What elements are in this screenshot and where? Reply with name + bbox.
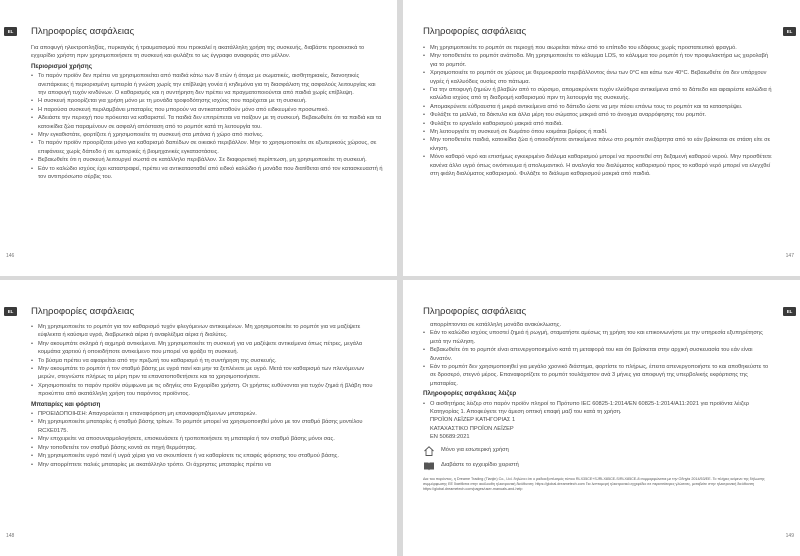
battery-list (31, 410, 383, 469)
house-icon (423, 445, 435, 457)
laser-class-line: ΠΡΟΪΟΝ ΛΕΪΖΕΡ ΚΑΤΗΓΟΡΙΑΣ 1 (430, 417, 516, 424)
indoor-use-row (423, 445, 775, 457)
list-item: • Το βύσμα πρέπει να αφαιρείται από την πριζωτή του καθαρισμό ή τη συντήρηση της συσκευής. (31, 357, 383, 365)
list-item: • Μην τοποθετείτε το ρομπότ ανάποδα. Μη χρησιμοποιείτε το κάλυμμα LDS, το κάλυμμα του ρομπότ ή τον προφυλακτήρα ως χειρολαβή για το ρομπότ. (423, 52, 775, 69)
list-item: • Για την αποφυγή ζημιών ή βλαβών από το σύρσιμο, απομακρύνετε τυχόν ελεύθερα αντικείμενα από το δάπεδο και αφαιρέστε καλώδια ή καλώδια ισχύος από τη διαδρομή καθαρισμού πριν τη λειτουργία της συσκευής. (423, 86, 775, 103)
list-item: • Φυλάξτε τα μαλλιά, τα δάκτυλα και άλλα μέρη του σώματος μακριά από το άνοιγμα αναρρόφησης του ρομπότ. (423, 111, 775, 119)
list-item: • Μην ακουμπάτε το ρομπότ ή τον σταθμό βάσης με υγρά πανί και μην τα ξεπλένετε με υγρό. Μετά τον καθαρισμό των πλενόμενων μερών, στεγνώστε πλήρως τα μέρη πριν τα επανατοποθετήσετε και τα χρησιμοποιήσετε. (31, 365, 383, 382)
list-item: • Βεβαιωθείτε ότι η συσκευή λειτουργεί σωστά σε κατάλληλο περιβάλλον. Σε διαφορετική περίπτωση, μη χρησιμοποιείτε τη συσκευή. (31, 156, 383, 164)
read-manual-label: Διαβάστε το εγχειρίδιο χειριστή (441, 462, 519, 469)
list-item: • Απομακρύνετε εύθραυστα ή μικρά αντικείμενα από το δάπεδο ώστε να μην πέσει επάνω τους το ρομπότ και τα καταστρέψει. (423, 103, 775, 111)
list-item: • Εάν το καλώδιο ισχύος υποστεί ζημιά ή ρωγμή, σταματήστε αμέσως τη χρήση του και επικοινωνήστε με την υπηρεσία εξυπηρέτησης μετά την πώληση. (423, 329, 775, 346)
list-item: • Βεβαιωθείτε ότι το ρομπότ είναι απενεργοποιημένο κατά τη μεταφορά του και ότι βρίσκεται στην αρχική συσκευασία του εάν είναι δυνατόν. (423, 346, 775, 363)
list-item: • Χρησιμοποιείτε το παρόν προϊόν σύμφωνα με τις οδηγίες στο Εγχειρίδιο χρήστη. Οι χρήστες ευθύνονται για τυχόν ζημιά ή βλάβη που προκύπτει από ακατάλληλη χρήση του παρόντος προϊόντος. (31, 382, 383, 399)
list-item: • Μην ακουμπάτε σκληρά ή αιχμηρά αντικείμενα. Μη χρησιμοποιείτε τη συσκευή για να μαζέψετε αντικείμενα όπως πέτρες, μεγάλα κομμάτια χαρτιού ή οποιοδήποτε αντικείμενο που μπορεί να φράξει τη συσκευή. (31, 340, 383, 357)
page-body (31, 44, 383, 182)
list-item: • Το παρόν προϊόν προορίζεται μόνο για καθαρισμό δαπέδων σε οικιακό περιβάλλον. Μην το χρησιμοποιείτε σε εξωτερικούς χώρους, σε επιφάνειες χωρίς δάπεδο ή σε εμπορικές ή βιομηχανικές εγκαταστάσεις. (31, 139, 383, 156)
list-item: • Μην επιχειρείτε να αποσυναρμολογήσετε, επισκευάσετε ή τροποποιήσετε τη μπαταρία ή τον σταθμό βάσης μόνοι σας. (31, 435, 383, 443)
list-item: • ΠΡΟΕΙΔΟΠΟΙΗΣΗ: Απαγορεύεται η επαναφόρτιση μη επαναφορτιζόμενων μπαταριών. (31, 410, 383, 418)
list-item: • Μη χρησιμοποιείτε υγρό πανί ή υγρά χέρια για να σκουπίσετε ή να καθαρίσετε τις επαφές φόρτισης του σταθμού βάσης. (31, 452, 383, 460)
list-item: • Αδειάστε την περιοχή που πρόκειται να καθαριστεί. Τα παιδιά δεν επιτρέπεται να παίζουν με τη συσκευή. Βεβαιωθείτε ότι τα παιδιά και τα κατοικίδια ζώα παραμένουν σε ασφαλή απόσταση από το ρομπότ κατά τη λειτουργία του. (31, 114, 383, 131)
section-heading: Περιορισμοί χρήσης (31, 62, 92, 70)
list-item: • Μη χρησιμοποιείτε το ρομπότ σε περιοχή που αιωρείται πάνω από το επίπεδο του εδάφους χωρίς προστατευτικό φραγμό. (423, 44, 775, 52)
page-146 (0, 0, 397, 276)
list-item: • Μην τοποθετείτε παιδιά, κατοικίδια ζώα ή οποιοδήποτε αντικείμενα πάνω στο ρομπότ ανεξάρτητα από το εάν βρίσκεται σε στάση είτε σε κίνηση. (423, 136, 775, 153)
manual-book-icon (423, 460, 435, 472)
safety-list (31, 323, 383, 399)
list-item: • Μόνο καθαρό νερό και επισήμως εγκεκριμένο διάλυμα καθαρισμού μπορεί να προστεθεί στη δεξαμενή καθαρού νερού. Μην προσθέτετε κανένα άλλο υγρό όπως οινόπνευμα ή απολυμαντικό. Η αναλογία του διαλύματος καθαρισμού προς το καθαρό νερό μπορεί να ελεγχθεί στη φιάλη διαλύματος καθαρισμού. Φυλάξτε το διάλυμα καθαρισμού μακριά από παιδιά. (423, 153, 775, 178)
list-item: • Μη λειτουργείτε τη συσκευή σε δωμάτιο όπου κοιμάται βρέφος ή παιδί. (423, 128, 775, 136)
list-item: • Μην τοποθετείτε τον σταθμό βάσης κοντά σε πηγή θερμότητας. (31, 444, 383, 452)
laser-standard-line: EN 50689:2021 (430, 434, 470, 441)
page-title: Πληροφορίες ασφάλειας (31, 26, 135, 37)
laser-list (423, 400, 775, 417)
language-badge: EL (4, 307, 17, 316)
page-body (31, 323, 383, 469)
page-148 (0, 280, 397, 556)
list-item: • Φυλάξτε το εργαλείο καθαρισμού μακριά από παιδιά. (423, 120, 775, 128)
language-badge: EL (783, 27, 796, 36)
section-heading: Μπαταρίες και φόρτιση (31, 400, 101, 408)
page-title: Πληροφορίες ασφάλειας (31, 306, 135, 317)
list-item: • Η συσκευή προορίζεται για χρήση μόνο με τη μονάδα τροφοδότησης ισχύος που παρέχεται με τη συσκευή. (31, 97, 383, 105)
page-147 (403, 0, 800, 276)
indoor-use-label: Μόνο για εσωτερική χρήση (441, 447, 509, 454)
section-heading: Πληροφορίες ασφάλειας λέιζερ (423, 390, 517, 398)
page-number: 149 (785, 533, 794, 539)
page-number: 146 (6, 253, 15, 259)
list-item: • Ο αισθητήρας λέιζερ στο παρόν προϊόν πληροί το Πρότυπο IEC 60825-1:2014/EN 60825-1:2014/A11:2021 για προϊόντα λέιζερ Κατηγορίας 1. Αποφεύγετε την άμεση οπτική επαφή μαζί του κατά τη χρήση. (423, 400, 775, 417)
safety-list (423, 44, 775, 179)
page-149 (403, 280, 800, 556)
page-number: 147 (785, 253, 794, 259)
page-title: Πληροφορίες ασφάλειας (423, 26, 527, 37)
list-item: • Εάν το ρομπότ δεν χρησιμοποιηθεί για μεγάλο χρονικό διάστημα, φορτίστε το πλήρως, έπειτα απενεργοποιήστε το και αποθηκεύστε το σε δροσερό, στεγνό μέρος. Επαναφορτίζετε το ρομπότ τουλάχιστον ανά 3 μήνες για αποφυγή της υπερβολικής εκφόρτισης της μπαταρίας. (423, 363, 775, 388)
list-item: • Η παρούσα συσκευή περιλαμβάνει μπαταρίες που μπορούν να αντικατασταθούν μόνο από ειδικευμένο προσωπικό. (31, 106, 383, 114)
safety-list (31, 72, 383, 181)
read-manual-row (423, 460, 775, 472)
page-body (423, 321, 775, 492)
safety-list (423, 321, 775, 388)
laser-class-line: ΚΑΤΑΧΑΣΤΙΚΟ ΠΡΟΪΟΝ ΛΕΪΖΕΡ (430, 425, 514, 432)
declaration-fine-print: Δια του παρόντος, η Dreame Trading (Tianjin) Co., Ltd. δηλώνει ότι ο ραδιοεξοπλισμός τύπου RLX35CE+SJRLX85CE-S/RLX85CE-8 συμμορφώνεται με την Οδηγία 2014/53/ΕΕ. Το πλήρες κείμενο της δήλωσης συμμόρφωσης ΕΕ διατίθεται στην ακόλουθη ηλεκτρονική διεύθυνση: https://global.dreametech.com Για λεπτομερή ηλεκτρονικό εγχειρίδιο σε περισσότερες γλώσσες, μεταβείτε στην ηλεκτρονική διεύθυνση https://global.dreametech.com/pages/user-manuals-and-help (423, 476, 765, 492)
intro-paragraph: Για αποφυγή ηλεκτροπληξίας, πυρκαγιάς ή τραυματισμού που προκαλεί η ακατάλληλη χρήση της συσκευής, διαβάστε προσεκτικά το εγχειρίδιο χρήστη πριν χρησιμοποιήσετε τη συσκευή και φυλάξτε το ως έγγραφο αναφοράς στο μέλλον. (31, 45, 365, 60)
page-body (423, 44, 775, 179)
page-title: Πληροφορίες ασφάλειας (423, 306, 527, 317)
list-item: • Μην εγκαθιστάτε, φορτίζετε ή χρησιμοποιείτε τη συσκευή στα μπάνια ή χώρο από πισίνες. (31, 131, 383, 139)
list-item: • Εάν το καλώδιο ισχύος έχει καταστραφεί, πρέπει να αντικατασταθεί από ειδικό καλώδιο ή μονάδα που διατίθεται από τον κατασκευαστή ή τον αντιπρόσωπο σέρβις του. (31, 165, 383, 182)
language-badge: EL (4, 27, 17, 36)
list-item: • Μη χρησιμοποιείτε μπαταρίες ή σταθμό βάσης τρίτων. Το ρομπότ μπορεί να χρησιμοποιηθεί μόνο με τον σταθμό βάσης μοντέλου RCXE0175. (31, 418, 383, 435)
list-item: • Μην απορρίπτετε παλιές μπαταρίες με ακατάλληλο τρόπο. Οι άχρηστες μπαταρίες πρέπει να (31, 461, 383, 469)
list-item: • Μη χρησιμοποιείτε το ρομπότ για τον καθαρισμό τυχόν φλεγόμενων αντικειμένων. Μη χρησιμοποιείτε το ρομπότ για να μαζέψετε εύφλεκτα ή καύσιμα υγρά, διαβρωτικά αέρια ή αναφλέξιμα αέρια ή διαλύτες. (31, 323, 383, 340)
continued-text: απορρίπτονται σε κατάλληλη μονάδα ανακύκλωσης. (430, 322, 562, 328)
list-item: • Χρησιμοποιείτε το ρομπότ σε χώρους με θερμοκρασία περιβάλλοντος άνω των 0°C και κάτω των 40°C. Βεβαιωθείτε ότι δεν υπάρχουν υγρές ή καλλυόδεις ουσίες στο πάτωμα. (423, 69, 775, 86)
list-item: • Το παρόν προϊόν δεν πρέπει να χρησιμοποιείται από παιδιά κάτω των 8 ετών ή άτομα με σωματικές, αισθητηριακές, διανοητικές ανεπάρκειες ή περιορισμένη εμπειρία ή γνώση χωρίς την επίβλεψη γονέα ή κηδεμόνα για τη διασφάλιση της ασφαλούς λειτουργίας και την αποφυγή τυχόν κινδύνων. Ο καθαρισμός και η συντήρηση δεν πρέπει να πραγματοποιούνται από παιδιά χωρίς επίβλεψη. (31, 72, 383, 97)
page-number: 148 (6, 533, 15, 539)
language-badge: EL (783, 307, 796, 316)
